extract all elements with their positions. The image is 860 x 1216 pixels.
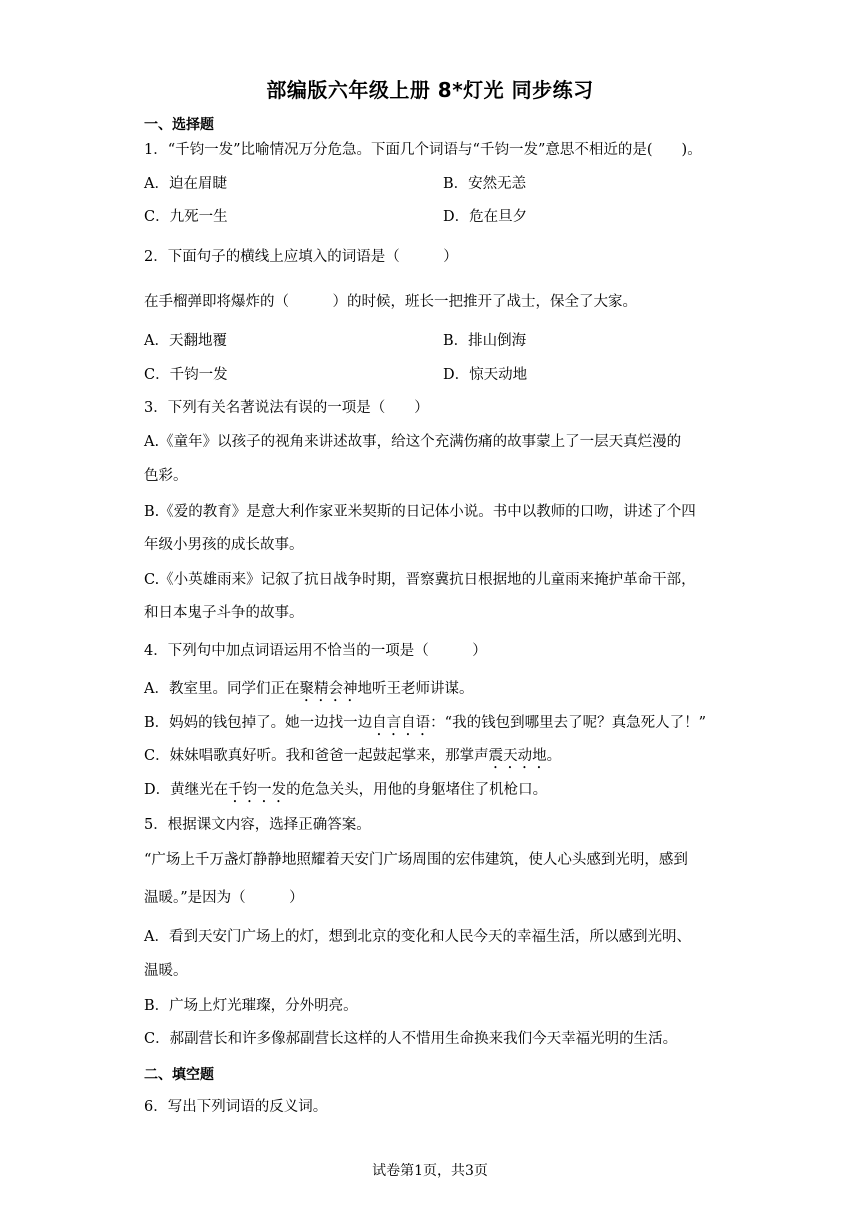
question-1-option-d: D．危在旦夕: [443, 209, 528, 225]
option-b-text-before: B．妈妈的钱包掉了。她一边找一边: [144, 715, 373, 731]
question-4-option-a: [144, 679, 473, 705]
question-2-stem: 2．下面句子的横线上应填入的词语是（ ）: [144, 249, 458, 265]
question-5-quote-line-2: 温暖。”是因为（ ）: [144, 890, 304, 906]
option-c-text-after: 。: [546, 748, 562, 764]
question-5-quote-line-1: “广场上千万盏灯静静地照耀着天安门广场周围的宏伟建筑，使人心头感到光明，感到: [144, 852, 688, 868]
question-3-option-b-line-1: B.《爱的教育》是意大利作家亚米契斯的日记体小说。书中以教师的口吻，讲述了个四: [144, 504, 696, 520]
question-3-option-c-line-1: C.《小英雄雨来》记叙了抗日战争时期，晋察冀抗日根据地的儿童雨来掩护革命干部，: [144, 572, 696, 588]
option-c-dotted-phrase: 震天动地: [488, 748, 547, 764]
section-heading-fill: 二、填空题: [144, 1067, 214, 1083]
question-5-option-c: C．郝副营长和许多像郝副营长这样的人不惜用生命换来我们今天幸福光明的生活。: [144, 1031, 678, 1047]
question-3-option-b-line-2: 年级小男孩的成长故事。: [144, 537, 304, 553]
question-4-option-d: [144, 780, 547, 806]
option-b-dotted-phrase: 自言自语: [372, 715, 431, 731]
page-footer: 试卷第1页，共3页: [372, 1163, 488, 1179]
question-5-option-a-line-2: 温暖。: [144, 963, 188, 979]
question-5-stem: 5．根据课文内容，选择正确答案。: [144, 817, 371, 833]
question-2-option-c: C．千钧一发: [144, 367, 228, 383]
question-2-option-d: D．惊天动地: [443, 367, 528, 383]
option-d-text-before: D．黄继光在: [144, 782, 229, 798]
option-c-text-before: C．妹妹唱歌真好听。我和爸爸一起鼓起掌来，那掌声: [144, 748, 489, 764]
question-5-option-b: B．广场上灯光璀璨，分外明亮。: [144, 998, 358, 1014]
question-1-option-a: A．迫在眉睫: [144, 176, 227, 192]
option-d-text-after: 的危急关头，用他的身躯堵住了机枪口。: [286, 782, 548, 798]
option-a-text-after: 地听王老师讲谋。: [357, 681, 474, 697]
option-b-text-after: ：“我的钱包到哪里去了呢？真急死人了！”: [430, 715, 706, 731]
option-a-text-before: A．教室里。同学们正在: [144, 681, 300, 697]
question-6-stem: 6．写出下列词语的反义词。: [144, 1099, 328, 1115]
question-1-option-c: C．九死一生: [144, 209, 228, 225]
question-4-option-b: [144, 713, 706, 739]
option-a-dotted-phrase: 聚精会神: [299, 681, 358, 697]
question-2-option-b: B．排山倒海: [443, 333, 527, 349]
question-3-option-c-line-2: 和日本鬼子斗争的故事。: [144, 605, 304, 621]
question-4-stem: 4．下列句中加点词语运用不恰当的一项是（ ）: [144, 643, 487, 659]
option-d-dotted-phrase: 千钧一发: [228, 782, 287, 798]
question-1-option-b: B．安然无恙: [443, 176, 527, 192]
question-2-sentence: 在手榴弹即将爆炸的（ ）的时候，班长一把推开了战士，保全了大家。: [144, 294, 637, 310]
page-title: 部编版六年级上册 8*灯光 同步练习: [266, 78, 594, 102]
question-1-stem: 1．“千钧一发”比喻情况万分危急。下面几个词语与“千钧一发”意思不相近的是( )。: [144, 142, 702, 158]
question-3-stem: 3．下列有关名著说法有误的一项是（ ）: [144, 400, 429, 416]
question-3-option-a-line-2: 色彩。: [144, 468, 188, 484]
section-heading-choice: 一、选择题: [144, 117, 214, 133]
question-2-option-a: A．天翻地覆: [144, 333, 227, 349]
question-4-option-c: [144, 746, 561, 772]
question-5-option-a-line-1: A．看到天安门广场上的灯，想到北京的变化和人民今天的幸福生活，所以感到光明、: [144, 929, 691, 945]
question-3-option-a-line-1: A.《童年》以孩子的视角来讲述故事，给这个充满伤痛的故事蒙上了一层天真烂漫的: [144, 434, 682, 450]
